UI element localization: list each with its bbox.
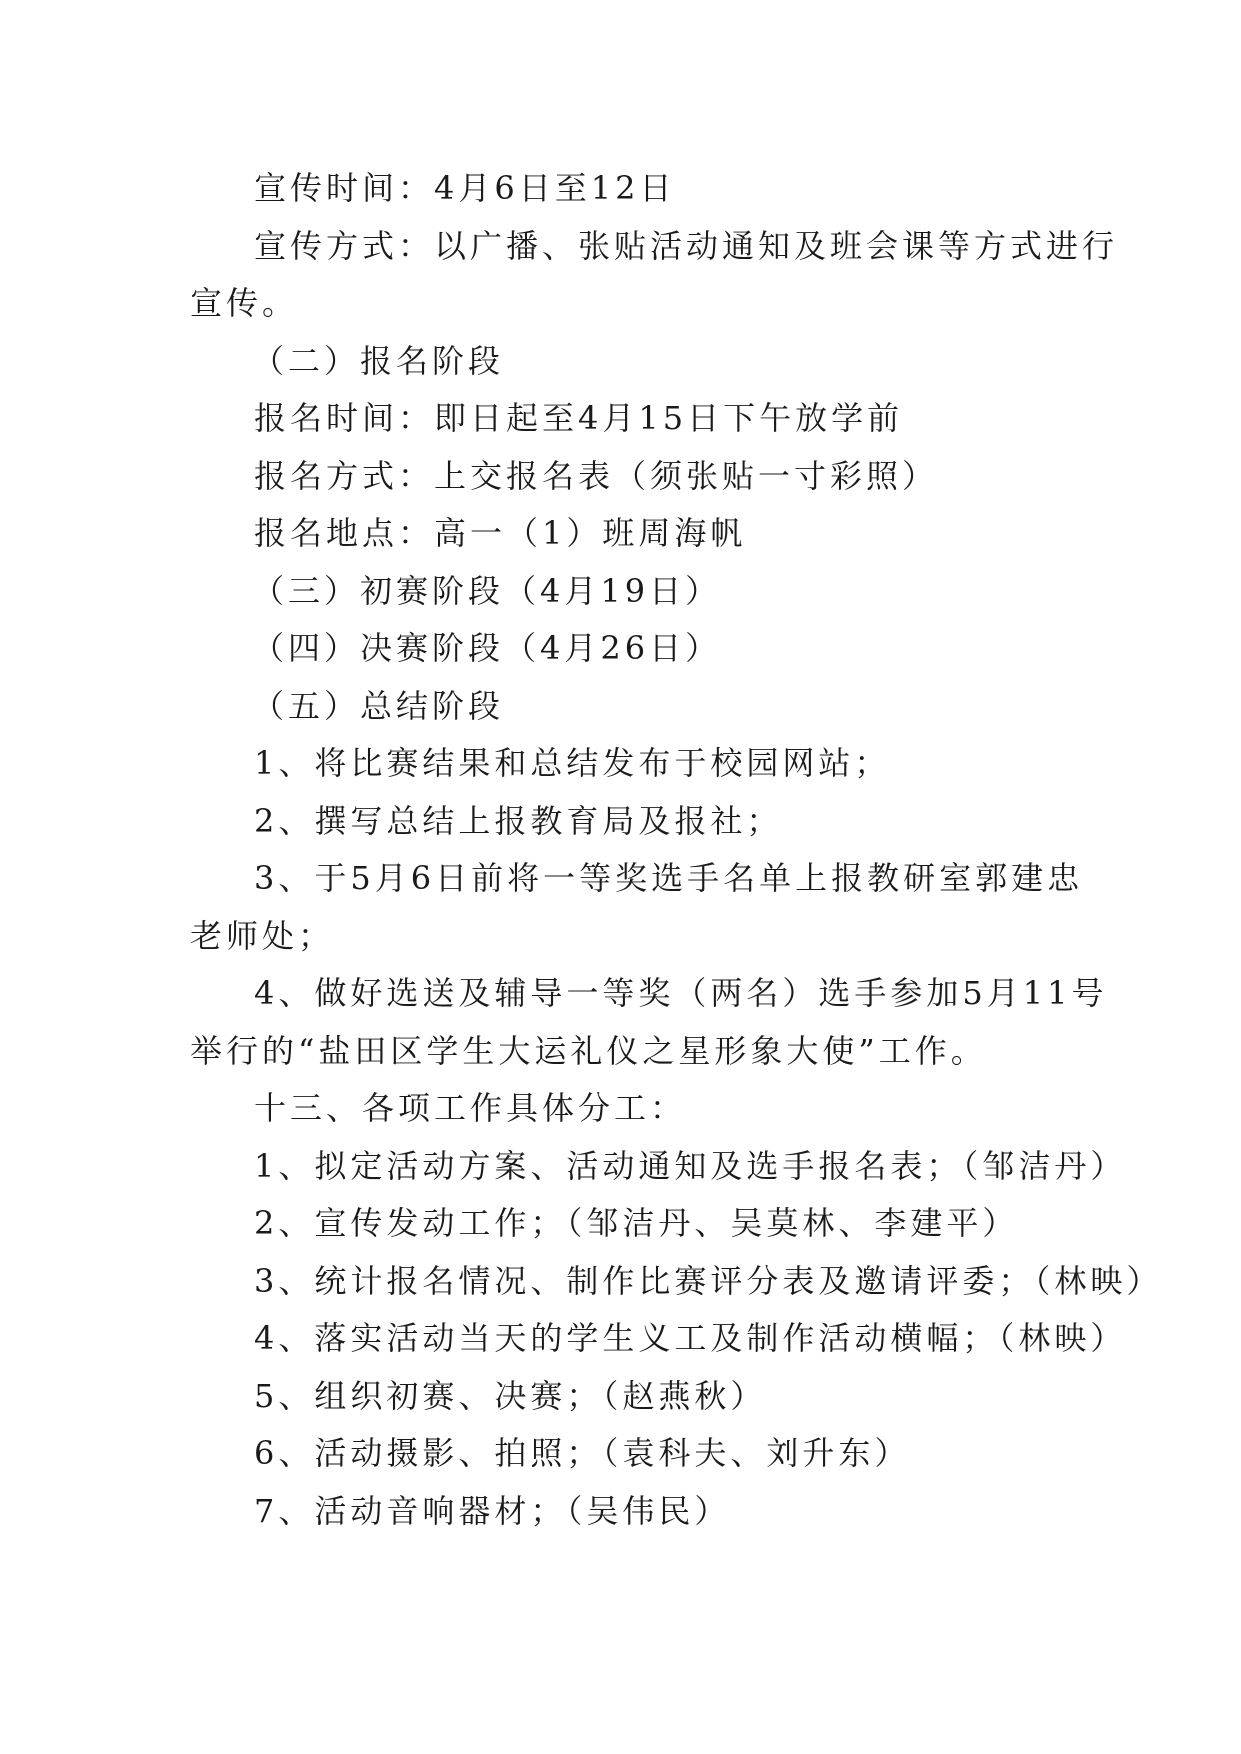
division-item-5: 5、组织初赛、决赛；（赵燕秋） <box>254 1376 767 1415</box>
summary-item-3-cont: 老师处； <box>190 916 335 955</box>
summary-item-2: 2、撰写总结上报教育局及报社； <box>254 801 783 840</box>
division-item-6: 6、活动摄影、拍照；（袁科夫、刘升东） <box>254 1434 911 1472</box>
publicity-method: 宣传方式：以广播、张贴活动通知及班会课等方式进行 <box>254 226 1119 265</box>
section-heading-final: （四）决赛阶段（4月26日） <box>252 629 722 667</box>
summary-item-3: 3、于5月6日前将一等奖选手名单上报教研室郭建忠 <box>254 859 1084 897</box>
section-heading-division: 十三、各项工作具体分工： <box>254 1089 687 1127</box>
registration-time: 报名时间：即日起至4月15日下午放学前 <box>254 399 904 437</box>
division-item-3: 3、统计报名情况、制作比赛评分表及邀请评委；（林映） <box>254 1261 1163 1300</box>
summary-item-4: 4、做好选送及辅导一等奖（两名）选手参加5月11号 <box>254 974 1108 1012</box>
summary-item-4-cont: 举行的“盐田区学生大运礼仪之星形象大使”工作。 <box>190 1031 987 1070</box>
registration-method: 报名方式：上交报名表（须张贴一寸彩照） <box>254 456 939 495</box>
summary-item-1: 1、将比赛结果和总结发布于校园网站； <box>254 744 891 782</box>
registration-location: 报名地点：高一（1）班周海帆 <box>254 514 747 552</box>
division-item-2: 2、宣传发动工作；（邹洁丹、吴莫林、李建平） <box>254 1204 1019 1242</box>
publicity-time: 宣传时间：4月6日至12日 <box>254 169 676 207</box>
division-item-1: 1、拟定活动方案、活动通知及选手报名表；（邹洁丹） <box>254 1146 1127 1185</box>
section-heading-preliminary: （三）初赛阶段（4月19日） <box>252 571 722 610</box>
publicity-method-cont: 宣传。 <box>190 284 299 322</box>
section-heading-registration: （二）报名阶段 <box>252 341 505 380</box>
section-heading-summary: （五）总结阶段 <box>252 686 505 725</box>
document-body <box>190 160 1163 1540</box>
division-item-7: 7、活动音响器材；（吴伟民） <box>254 1491 731 1530</box>
division-item-4: 4、落实活动当天的学生义工及制作活动横幅；（林映） <box>254 1319 1127 1357</box>
